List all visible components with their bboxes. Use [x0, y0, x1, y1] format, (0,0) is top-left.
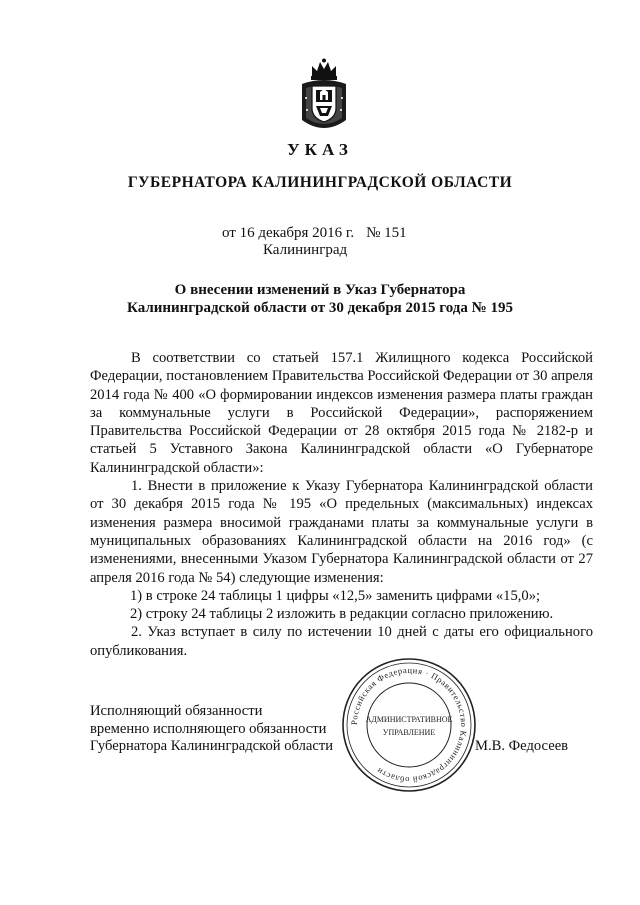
preamble-paragraph: В соответствии со статьей 157.1 Жилищного кодекса Российской Федерации, постановлением Правительства Российской Федерации от 30 апреля 2014 года № 400 «О формировании индексов изменения размера платы граждан за коммунальные услуги в Российской Федерации», распоряжением Правительства Российской Федерации от 28 октября 2015 года № 2182-р и статьей 5 Уставного Закона Калининградской области «О Губернаторе Калининградской области»: [90, 350, 593, 476]
document-title-line-1: О внесении изменений в Указ Губернатора [174, 282, 466, 298]
item-1-paragraph: 1. Внести в приложение к Указу Губернатора Калининградской области от 30 декабря 2015 года № 195 «О предельных (максимальных) индексах изменения размера вносимой гражданами платы за коммунальные услуги в муниципальных образованиях Калининградской области на 2016 год» (с изменениями, внесенными Указом Губернатора Калининградской области от 27 апреля 2016 года № 54) следующие изменения: [90, 478, 593, 586]
date-number-line [222, 225, 407, 242]
seal-center-line-2: УПРАВЛЕНИЕ [382, 728, 436, 737]
document-body [90, 349, 593, 660]
item-2-paragraph: 2. Указ вступает в силу по истечении 10 дней с даты его официального опубликования. [90, 624, 593, 659]
official-seal [339, 655, 479, 795]
signatory-line-1: Исполняющий обязанности [90, 703, 263, 719]
seal-ring-text: Российская Федерация · Правительство Калининградской области [348, 664, 470, 786]
document-type: УКАЗ [287, 140, 353, 159]
issuer-title: ГУБЕРНАТОРА КАЛИНИНГРАДСКОЙ ОБЛАСТИ [127, 174, 513, 191]
subitem-2: 2) строку 24 таблицы 2 изложить в редакции согласно приложению. [130, 606, 554, 623]
seal-center-line-1: АДМИНИСТРАТИВНОЕ [365, 715, 453, 724]
signatory-position [90, 703, 333, 756]
document-number: № 151 [366, 225, 407, 241]
signatory-line-2: временно исполняющего обязанности [90, 720, 327, 737]
document-date: от 16 декабря 2016 г. [222, 225, 355, 241]
subitem-1: 1) в строке 24 таблицы 1 цифры «12,5» заменить цифрами «15,0»; [130, 587, 541, 604]
signatory-name: М.В. Федосеев [475, 738, 569, 754]
signatory-line-3: Губернатора Калининградской области [90, 738, 334, 754]
document-city: Калининград [263, 242, 348, 258]
document-title-line-2: Калининградской области от 30 декабря 2015 года № 195 [127, 300, 513, 316]
coat-of-arms-icon [298, 58, 350, 136]
